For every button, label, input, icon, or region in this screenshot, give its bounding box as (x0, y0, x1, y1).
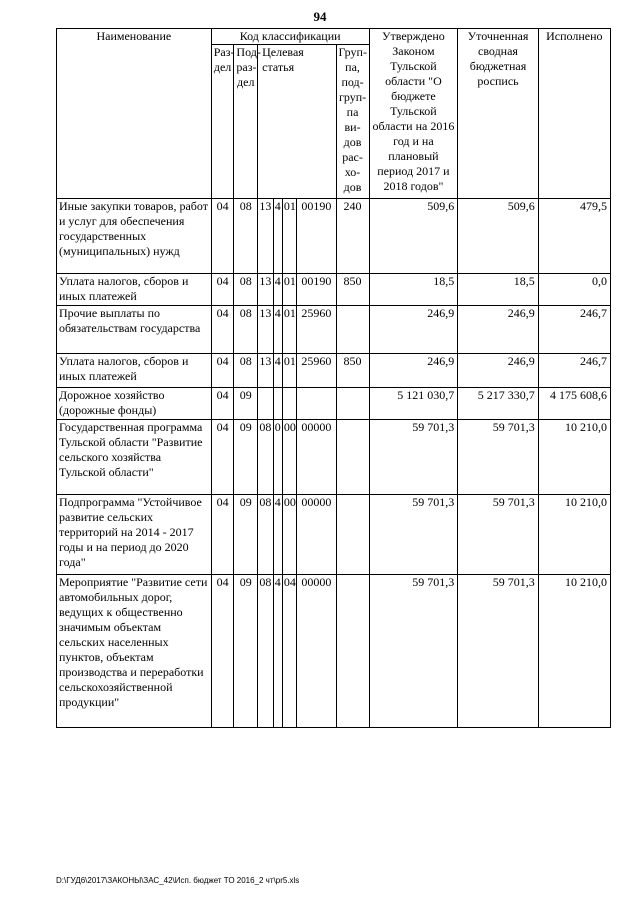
row-section: 04 (211, 388, 234, 420)
row-target-4: 00190 (297, 199, 336, 274)
row-target-4: 00000 (297, 420, 336, 495)
row-name: Подпрограмма "Устойчивое развитие сельских территорий на 2014 - 2017 годы и на период до 2020 года" (57, 495, 212, 575)
header-subsection: Под-раз-дел (234, 45, 258, 199)
row-name: Дорожное хозяйство (дорожные фонды) (57, 388, 212, 420)
row-executed: 479,5 (538, 199, 610, 274)
table-row (57, 306, 611, 354)
row-name: Иные закупки товаров, работ и услуг для обеспечения государственных (муниципальных) нужд (57, 199, 212, 274)
row-approved: 18,5 (369, 274, 458, 306)
header-row-top (57, 29, 611, 45)
row-target-4: 25960 (297, 306, 336, 354)
row-target-4 (297, 388, 336, 420)
row-subsection: 09 (234, 420, 258, 495)
row-target-4: 00000 (297, 495, 336, 575)
row-approved: 59 701,3 (369, 420, 458, 495)
row-subsection: 09 (234, 575, 258, 728)
header-expense-group: Груп-па, под-груп-па ви-дов рас-хо-дов (336, 45, 369, 199)
row-section: 04 (211, 420, 234, 495)
header-target: Целевая статья (258, 45, 336, 199)
row-target-2: 4 (273, 199, 282, 274)
row-name: Уплата налогов, сборов и иных платежей (57, 274, 212, 306)
row-expense-group (336, 420, 369, 495)
row-executed: 10 210,0 (538, 495, 610, 575)
row-target-3: 00 (282, 495, 296, 575)
row-target-4: 00000 (297, 575, 336, 728)
row-target-4: 25960 (297, 354, 336, 388)
budget-table (56, 28, 611, 728)
header-executed: Исполнено (538, 29, 610, 199)
row-specified: 509,6 (458, 199, 538, 274)
table-row (57, 199, 611, 274)
row-expense-group: 850 (336, 274, 369, 306)
row-subsection: 09 (234, 495, 258, 575)
row-section: 04 (211, 274, 234, 306)
row-executed: 10 210,0 (538, 420, 610, 495)
row-expense-group (336, 575, 369, 728)
row-name: Государственная программа Тульской области "Развитие сельского хозяйства Тульской области" (57, 420, 212, 495)
header-name: Наименование (57, 29, 212, 199)
row-approved: 246,9 (369, 306, 458, 354)
row-target-2: 4 (273, 306, 282, 354)
row-specified: 18,5 (458, 274, 538, 306)
row-executed: 246,7 (538, 354, 610, 388)
row-target-2: 4 (273, 354, 282, 388)
row-executed: 246,7 (538, 306, 610, 354)
table-row (57, 575, 611, 728)
row-target-2: 4 (273, 575, 282, 728)
header-code-group: Код классификации (211, 29, 369, 45)
row-target-2: 4 (273, 495, 282, 575)
row-expense-group (336, 306, 369, 354)
row-expense-group (336, 388, 369, 420)
row-approved: 59 701,3 (369, 575, 458, 728)
row-section: 04 (211, 575, 234, 728)
row-subsection: 09 (234, 388, 258, 420)
row-approved: 5 121 030,7 (369, 388, 458, 420)
row-specified: 59 701,3 (458, 420, 538, 495)
row-target-1: 13 (258, 274, 273, 306)
header-specified: Уточненная сводная бюджетная роспись (458, 29, 538, 199)
row-target-3: 01 (282, 354, 296, 388)
row-target-2: 4 (273, 274, 282, 306)
row-name: Прочие выплаты по обязательствам государства (57, 306, 212, 354)
row-expense-group: 850 (336, 354, 369, 388)
table-row (57, 420, 611, 495)
table-row (57, 354, 611, 388)
row-name: Уплата налогов, сборов и иных платежей (57, 354, 212, 388)
row-subsection: 08 (234, 306, 258, 354)
row-target-3: 04 (282, 575, 296, 728)
row-target-1 (258, 388, 273, 420)
row-specified: 59 701,3 (458, 495, 538, 575)
row-name: Мероприятие "Развитие сети автомобильных дорог, ведущих к общественно значимым объектам сельских населенных пунктов, объектам производства и переработки сельскохозяйственной продукции" (57, 575, 212, 728)
table-row (57, 388, 611, 420)
row-section: 04 (211, 306, 234, 354)
row-target-1: 08 (258, 495, 273, 575)
row-target-3: 01 (282, 199, 296, 274)
row-approved: 59 701,3 (369, 495, 458, 575)
row-target-3: 00 (282, 420, 296, 495)
row-target-2 (273, 388, 282, 420)
row-target-1: 13 (258, 354, 273, 388)
row-target-2: 0 (273, 420, 282, 495)
row-expense-group (336, 495, 369, 575)
row-section: 04 (211, 354, 234, 388)
row-executed: 0,0 (538, 274, 610, 306)
row-target-1: 13 (258, 199, 273, 274)
row-specified: 246,9 (458, 354, 538, 388)
row-subsection: 08 (234, 274, 258, 306)
row-executed: 4 175 608,6 (538, 388, 610, 420)
row-subsection: 08 (234, 354, 258, 388)
row-executed: 10 210,0 (538, 575, 610, 728)
row-target-3: 01 (282, 274, 296, 306)
row-target-1: 08 (258, 575, 273, 728)
row-target-3 (282, 388, 296, 420)
header-section: Раз-дел (211, 45, 234, 199)
table-row (57, 495, 611, 575)
row-specified: 246,9 (458, 306, 538, 354)
footer-file-path: D:\ГУД6\2017\ЗАКОНЫ\ЗАС_42\Исп. бюджет ТО 2016_2 чт\pr5.xls (56, 876, 300, 885)
row-section: 04 (211, 495, 234, 575)
page-number: 94 (313, 9, 327, 24)
row-target-1: 08 (258, 420, 273, 495)
row-subsection: 08 (234, 199, 258, 274)
header-approved: Утверждено Законом Тульской области "О бюджете Тульской области на 2016 год и на плановый период 2017 и 2018 годов" (369, 29, 458, 199)
row-section: 04 (211, 199, 234, 274)
row-expense-group: 240 (336, 199, 369, 274)
row-approved: 509,6 (369, 199, 458, 274)
row-target-1: 13 (258, 306, 273, 354)
row-specified: 59 701,3 (458, 575, 538, 728)
row-target-3: 01 (282, 306, 296, 354)
row-target-4: 00190 (297, 274, 336, 306)
table-row (57, 274, 611, 306)
row-approved: 246,9 (369, 354, 458, 388)
row-specified: 5 217 330,7 (458, 388, 538, 420)
